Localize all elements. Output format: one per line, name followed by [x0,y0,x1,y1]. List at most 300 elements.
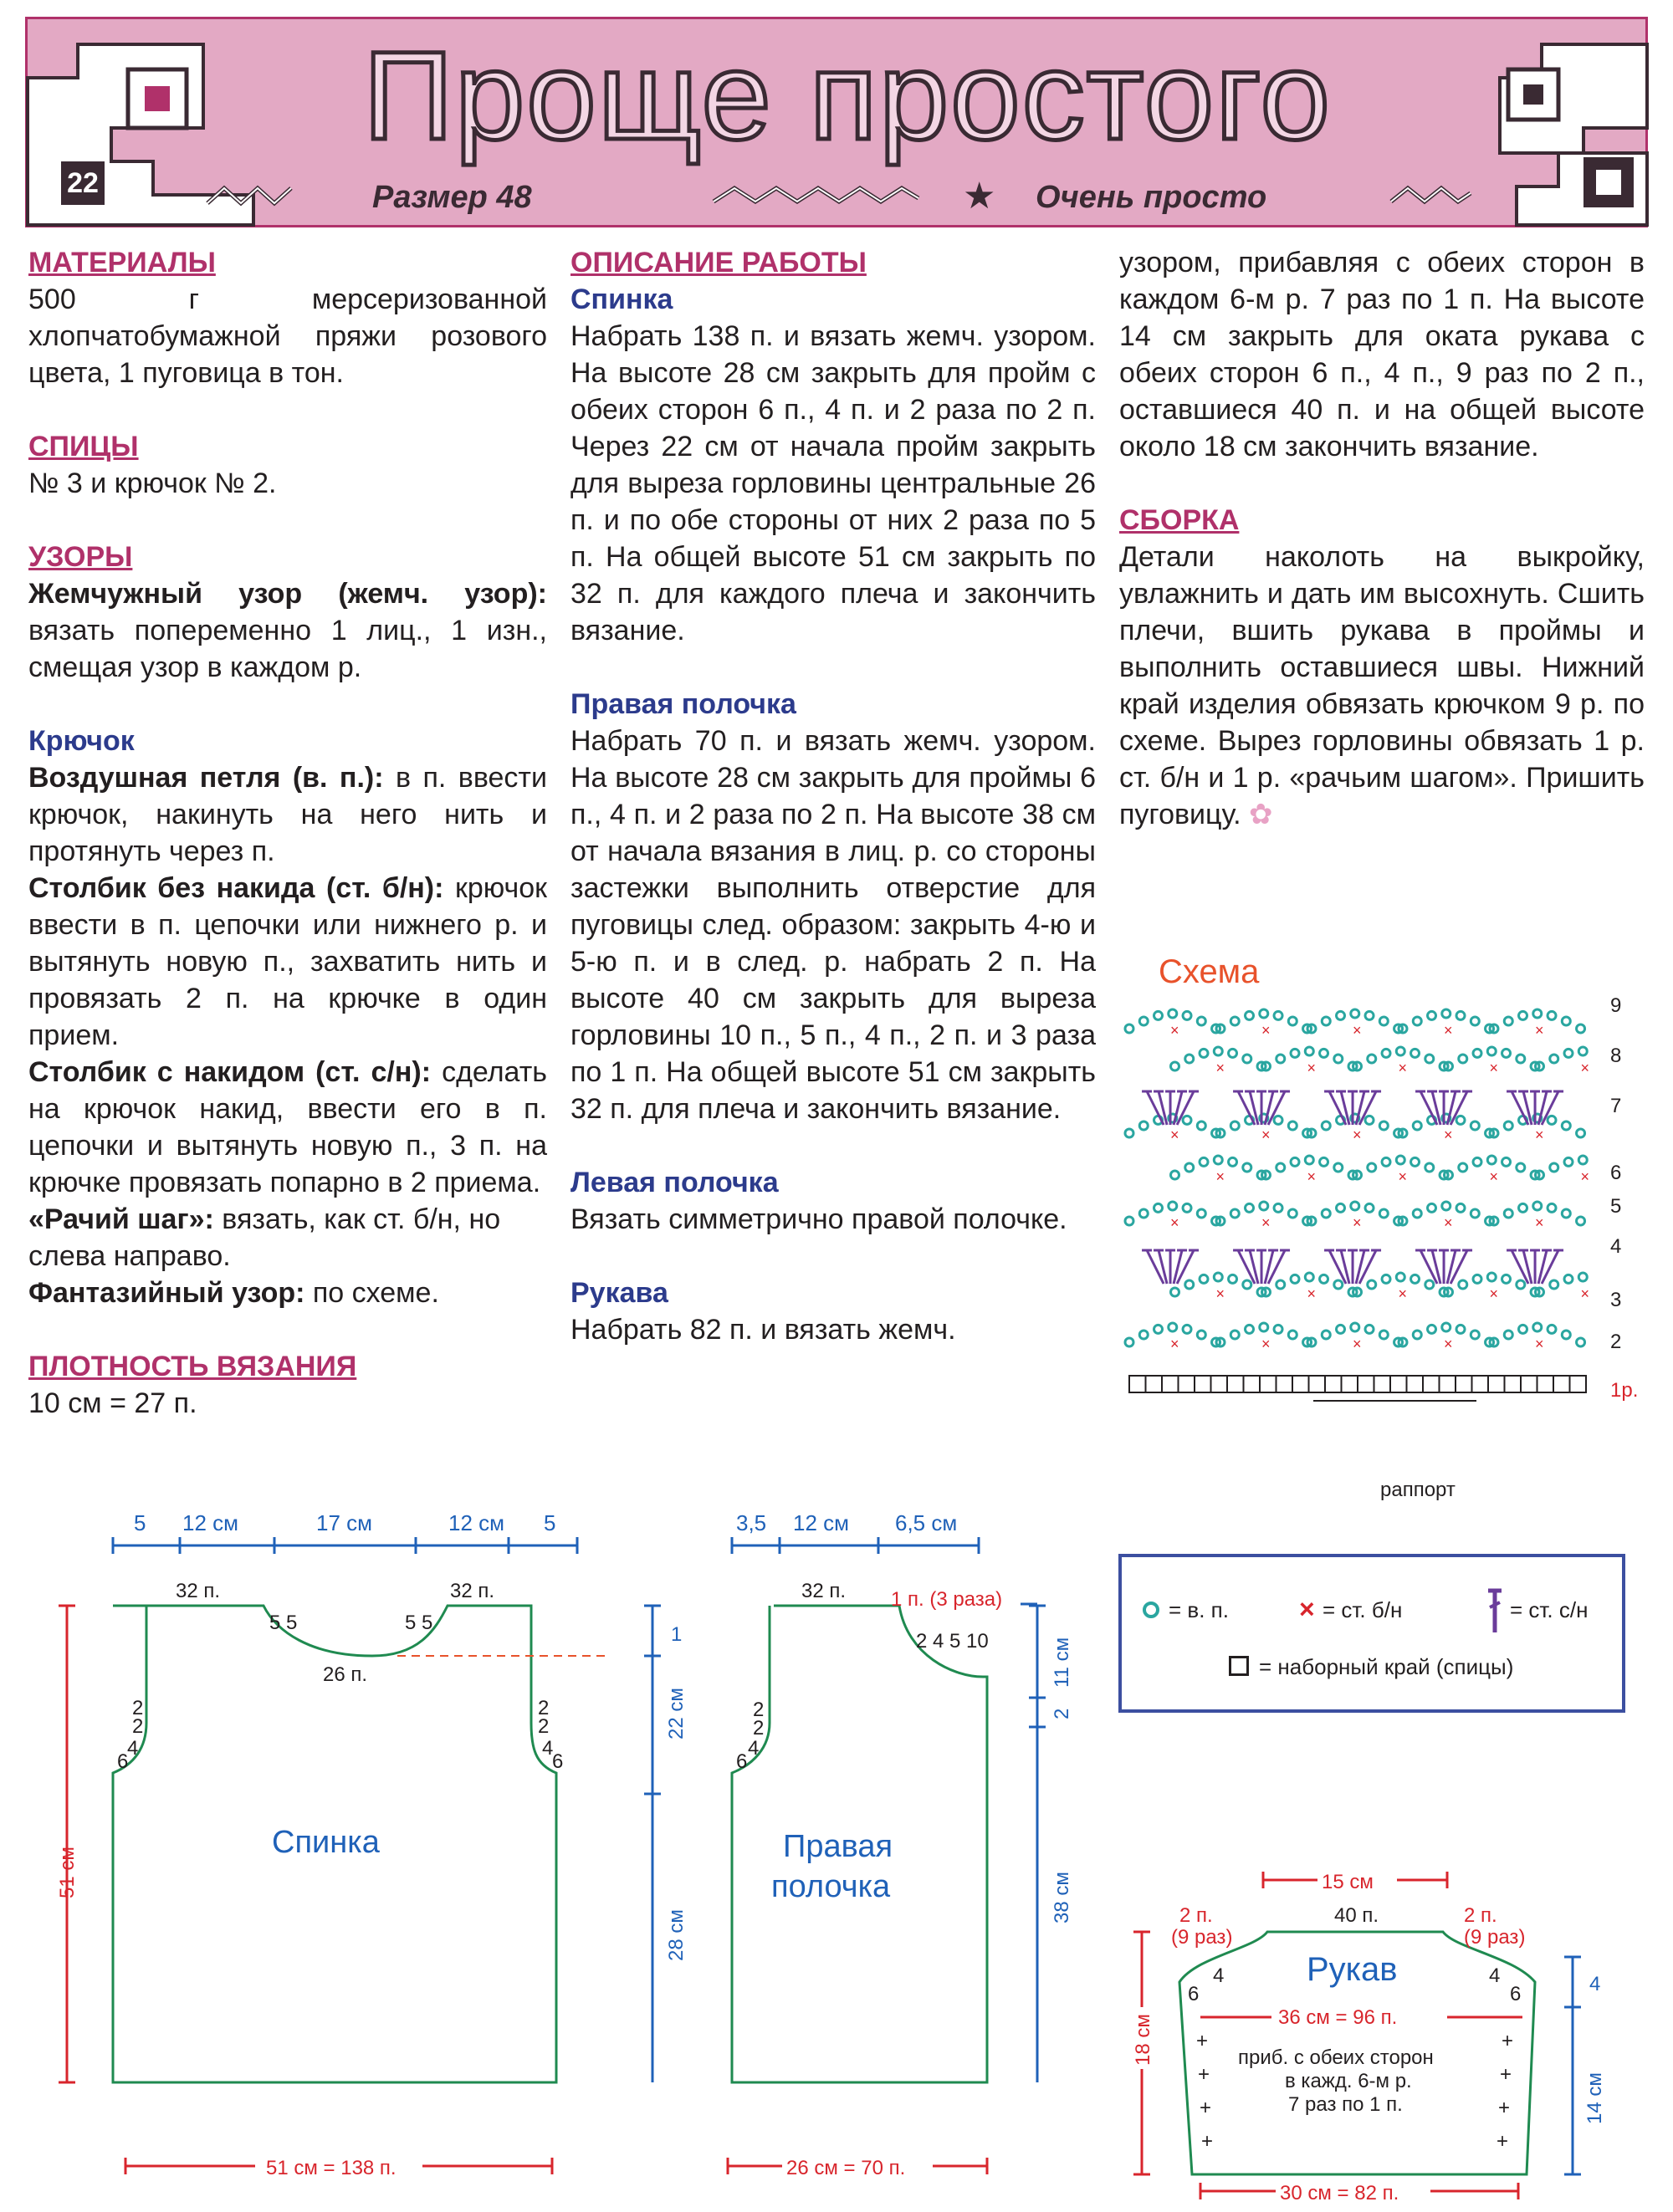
chain-stitch-mark [1200,1157,1208,1166]
sc-stitch-mark: × [1580,1168,1590,1185]
back-arm-r-2: 2 [538,1715,550,1738]
svg-text:+: + [1201,2130,1214,2153]
sleeve-height-18: 18 см [1132,2014,1154,2066]
chain-stitch-mark [1562,1121,1570,1130]
chain-stitch-mark [1456,1011,1465,1019]
header-banner [25,17,1648,227]
sc-stitch-mark: × [1398,1060,1408,1076]
sc-stitch-mark: × [1398,1285,1408,1302]
assembly-text [1119,539,1645,833]
front-piece-label-1: Правая [783,1829,893,1864]
chain-stitch-mark [1471,1331,1479,1339]
right-ornament [1333,19,1647,225]
schema-title: Схема [1159,953,1260,990]
sc-stitch-mark: × [1261,1126,1271,1143]
chart-row-label: 7 [1610,1095,1622,1117]
chain-stitch-mark [1171,1288,1179,1296]
back-neck-count: 26 п. [323,1663,368,1686]
sleeve-times-left: (9 раз) [1171,1926,1233,1949]
sc-stitch-mark: × [1215,1285,1225,1302]
edge-square [1505,1376,1522,1392]
chain-stitch-mark [1504,1017,1512,1025]
svg-text:+: + [1198,2063,1210,2086]
chain-stitch-mark [1276,1280,1285,1289]
back-heading: Спинка [570,284,673,315]
chain-stitch-mark [1413,1209,1421,1218]
sleeve-increase-3: 7 раз по 1 п. [1288,2093,1403,2116]
chain-stitch-mark [1564,1157,1573,1166]
chain-stitch-mark [1502,1157,1511,1166]
needles-text: № 3 и крючок № 2. [28,467,277,499]
sleeve-n6-right: 6 [1510,1983,1522,2005]
chart-row-label: 6 [1610,1162,1622,1184]
chain-stitch-mark [1197,1017,1205,1025]
front-bottom-width: 26 см = 70 п. [786,2157,906,2179]
front-dim-1: 3,5 [736,1510,767,1535]
chain-stitch-mark [1246,1325,1254,1333]
sleeve-n4-left: 4 [1213,1964,1225,1987]
chain-stitch-mark [1229,1049,1237,1057]
svg-text:+: + [1500,2063,1512,2086]
chain-stitch-mark [1334,1163,1343,1172]
fancy-term: Фантазийный узор: [28,1277,305,1309]
sc-stitch-mark: × [1170,1022,1179,1039]
left-front-heading: Левая полочка [570,1167,779,1198]
chart-row-label: 5 [1610,1195,1622,1218]
front-v11: 11 см [1051,1637,1073,1688]
chain-stitch-mark [1288,1209,1297,1218]
chain-stitch-mark [1471,1121,1479,1130]
work-heading: ОПИСАНИЕ РАБОТЫ [570,247,867,278]
sc-stitch-mark: × [1444,1126,1453,1143]
chain-stitch-mark [1442,1323,1450,1331]
chain-stitch-mark [1200,1049,1208,1057]
edge-square [1440,1376,1456,1392]
back-bottom-width: 51 см = 138 п. [266,2157,397,2179]
chain-stitch-mark [1337,1203,1345,1212]
chain-stitch-mark [1125,1217,1133,1225]
chain-stitch-mark [1550,1163,1558,1172]
crochet-chart [1121,994,1656,1476]
chain-symbol-icon [1142,1601,1160,1619]
chain-stitch-mark [1305,1273,1313,1281]
sc-stitch-mark: × [1353,1336,1362,1352]
legend-edge: = наборный край (спицы) [1259,1654,1514,1679]
chain-stitch-mark [1274,1116,1282,1124]
chain-stitch-mark [1442,1202,1450,1210]
chain-stitch-mark [1274,1203,1282,1212]
sc-stitch-mark: × [1489,1060,1499,1076]
back-pattern-diagram [50,1497,688,2212]
chain-stitch-mark [1517,1055,1525,1063]
pearl-pattern [28,575,547,686]
chain-stitch-mark [1154,1011,1163,1019]
chain-stitch-mark [1274,1325,1282,1333]
chain-stitch-mark [1533,1202,1542,1210]
chain-stitch-mark [1473,1049,1481,1057]
gauge-heading: ПЛОТНОСТЬ ВЯЗАНИЯ [28,1351,357,1382]
chain-stitch-mark [1564,1275,1573,1283]
edge-square [1570,1376,1587,1392]
chain-stitch-mark [1456,1203,1465,1212]
sleeve-width: 36 см = 96 п. [1278,2006,1398,2029]
back-dim-2: 12 см [182,1510,239,1535]
chain-stitch-mark [1487,1156,1496,1164]
chain-stitch-mark [1471,1017,1479,1025]
dc-desc: сделать на крючок накид, ввести его в п. цепочки и вытянуть новую п., 3 п. на крючке провязать попарно в 2 приема. [28,1056,547,1198]
chain-stitch-mark [1411,1157,1420,1166]
chain-stitch-mark [1411,1049,1420,1057]
chain-stitch-mark [1322,1121,1330,1130]
chain-stitch-mark [1229,1157,1237,1166]
right-front-pattern-diagram [703,1497,1113,2212]
chain-stitch-mark [1519,1011,1527,1019]
chain-stitch-mark [1473,1157,1481,1166]
back-arm-r-1: 2 [538,1697,550,1719]
chain-stitch-mark [1322,1331,1330,1339]
chain-stitch-mark [1334,1055,1343,1063]
legend-chain: = в. п. [1169,1597,1229,1622]
back-height-total: 51 см [56,1847,79,1898]
chain-desc: в п. ввести крючок, накинуть на него нить и протянуть через п. [28,762,547,867]
chain-stitch-mark [1139,1121,1148,1130]
sleeve-n6-left: 6 [1188,1983,1200,2005]
materials-heading: МАТЕРИАЛЫ [28,247,216,278]
chain-stitch-mark [1351,1009,1359,1018]
chain-stitch-mark [1471,1209,1479,1218]
chain-stitch-mark [1459,1163,1467,1172]
edge-square [1276,1376,1293,1392]
edge-square [1260,1376,1276,1392]
chain-stitch-mark [1517,1280,1525,1289]
sc-stitch-mark: × [1444,1022,1453,1039]
right-front-text: Набрать 70 п. и вязать жемч. узором. На высоте 28 см закрыть для проймы 6 п., 4 п. и 2 раза по 2 п. На высоте 38 см от начала вязания в лиц. р. со стороны застежки выполнить отверстие для пуговицы след. образом: закрыть 4-ю и 5-ю п. и в след. р. набрать 2 п. На высоте 40 см закрыть для выреза горловины 10 п., 5 п., 4 п., 2 п. и 3 раза по 1 п. На общей высоте 51 см закрыть 32 п. для плеча и закончить вязание. [570,725,1096,1125]
chain-stitch-mark [1154,1325,1163,1333]
chain-stitch-mark [1169,1009,1177,1018]
chain-stitch-mark [1396,1273,1404,1281]
chain-stitch-mark [1548,1325,1556,1333]
chain-stitch-mark [1139,1209,1148,1218]
sc-stitch-mark: × [1170,1214,1179,1231]
sc-stitch-mark: × [1307,1285,1317,1302]
chain-stitch-mark [1502,1275,1511,1283]
dc-term: Столбик с накидом (ст. с/н): [28,1056,432,1088]
gauge-text: 10 см = 27 п. [28,1387,197,1419]
chain-stitch-mark [1564,1049,1573,1057]
crab-desc: вязать, как ст. б/н, но слева направо. [28,1203,501,1272]
chain-stitch-mark [1519,1325,1527,1333]
sc-stitch-mark: × [1170,1126,1179,1143]
edge-square [1211,1376,1228,1392]
edge-symbol-icon [1229,1656,1249,1676]
chart-row-label: 2 [1610,1331,1622,1353]
svg-text:+: + [1496,2130,1509,2153]
size-label: Размер 48 [372,180,532,215]
chain-stitch-mark [1396,1047,1404,1055]
chain-stitch-mark [1183,1203,1191,1212]
double-crochet [28,1054,547,1201]
edge-square [1456,1376,1472,1392]
back-neck-steps-left: 5 5 [269,1612,298,1634]
single-crochet [28,870,547,1054]
chain-stitch-mark [1487,1047,1496,1055]
chain-stitch-mark [1260,1009,1268,1018]
sc-stitch-mark: × [1215,1168,1225,1185]
chain-stitch-mark [1169,1323,1177,1331]
chain-stitch-mark [1260,1202,1268,1210]
back-arm-r-4: 6 [552,1750,564,1773]
sleeve-top-stitches: 40 п. [1334,1904,1379,1927]
chain-stitch-mark [1428,1203,1436,1212]
chain-stitch-mark [1411,1275,1420,1283]
chain-stitch-mark [1260,1323,1268,1331]
chain-stitch-mark [1425,1280,1434,1289]
back-v28: 28 см [665,1909,688,1961]
chain-stitch-mark [1379,1121,1388,1130]
crab-stitch [28,1201,547,1275]
edge-square [1390,1376,1407,1392]
difficulty-label: Очень просто [1036,180,1267,215]
sleeve-height-14: 14 см [1583,2072,1606,2124]
patterns-heading: УЗОРЫ [28,541,133,573]
front-neck-steps: 2 4 5 10 [916,1630,989,1653]
edge-square [1342,1376,1358,1392]
chart-row-labels [1610,994,1638,1402]
front-v38: 38 см [1051,1872,1073,1923]
sc-stitch-mark: × [1489,1168,1499,1185]
chain-stitch-mark [1320,1049,1328,1057]
column-work [570,244,1096,1348]
chart-row-label: 8 [1610,1045,1622,1067]
sc-stitch-mark: × [1261,1214,1271,1231]
chain-stitch-mark [1288,1017,1297,1025]
chain-stitch-mark [1243,1055,1251,1063]
chain-stitch-mark [1230,1121,1239,1130]
chain-stitch-mark [1291,1157,1299,1166]
chain-stitch-mark [1578,1047,1587,1055]
chain-stitch-mark [1578,1273,1587,1281]
chain-stitch-mark [1197,1331,1205,1339]
chain-stitch-mark [1334,1280,1343,1289]
back-v1: 1 [671,1623,683,1646]
back-dim-3: 17 см [316,1510,373,1535]
chain-stitch-mark [1548,1116,1556,1124]
page-number: 22 [61,161,105,205]
legend-dc: = ст. с/н [1510,1597,1589,1622]
edge-square [1162,1376,1179,1392]
chain-stitch-mark [1548,1011,1556,1019]
chain-stitch-mark [1504,1331,1512,1339]
sc-stitch-mark: × [1398,1168,1408,1185]
sleeve-bottom-width: 30 см = 82 п. [1280,2182,1399,2204]
chain-stitch-mark [1459,1280,1467,1289]
pearl-term: Жемчужный узор (жемч. узор): [28,578,547,610]
fancy-desc: по схеме. [304,1277,439,1309]
chain-stitch-mark [1337,1325,1345,1333]
sc-stitch-mark: × [1580,1060,1590,1076]
chain-stitch-mark [1428,1011,1436,1019]
svg-text:+: + [1196,2030,1209,2052]
chain-stitch-mark [1365,1116,1374,1124]
right-front-heading: Правая полочка [570,688,796,720]
edge-square [1195,1376,1211,1392]
crab-term: «Рачий шаг»: [28,1203,214,1235]
sc-stitch-mark: × [1535,1022,1544,1039]
chain-stitch-mark [1487,1273,1496,1281]
edge-square [1553,1376,1570,1392]
chain-stitch-mark [1459,1055,1467,1063]
sleeve-n4-right: 4 [1489,1964,1501,1987]
sc-stitch-mark: × [1444,1336,1453,1352]
chain-stitch-mark [1291,1275,1299,1283]
chain-stitch-mark [1456,1325,1465,1333]
zigzag-ornament-1 [203,178,304,212]
chain-stitch-mark [1305,1047,1313,1055]
edge-square [1325,1376,1342,1392]
chain-stitch-mark [1337,1011,1345,1019]
chain-stitch-mark [1154,1203,1163,1212]
chain-stitch-mark [1502,1049,1511,1057]
svg-text:+: + [1200,2097,1212,2119]
assembly-heading: СБОРКА [1119,504,1240,536]
column-assembly [1119,244,1645,833]
back-shoulder-right: 32 п. [450,1580,495,1602]
back-dim-5: 5 [544,1510,556,1535]
chain-stitch-mark [1365,1011,1374,1019]
sleeve-increase-2: в кажд. 6-м р. [1285,2070,1412,2092]
chain-stitch-mark [1214,1156,1222,1164]
chain-term: Воздушная петля (в. п.): [28,762,384,794]
chain-stitch-mark [1320,1275,1328,1283]
edge-square [1309,1376,1326,1392]
chain-stitch-mark [1274,1011,1282,1019]
chain-stitch-mark [1473,1275,1481,1283]
chart-rows [1125,1009,1589,1401]
edge-square [1488,1376,1505,1392]
sleeves-text-continued: узором, прибавляя с обеих сторон в каждом 6-м р. 7 раз по 1 п. На высоте 14 см закрыть для оката рукава с обеих сторон 6 п., 4 п., 9 раз по 2 п., оставшиеся 40 п. и на общей высоте около 18 см закончить вязание. [1119,247,1645,462]
edge-square [1521,1376,1537,1392]
chain-stitch-mark [1577,1217,1585,1225]
chain-stitch-mark [1125,1338,1133,1346]
chain-stitch-mark [1305,1156,1313,1164]
pearl-desc: вязать попеременно 1 лиц., 1 изн., смещая узор в каждом р. [28,615,547,683]
chain-stitch-mark [1183,1325,1191,1333]
chain-stitch-mark [1413,1331,1421,1339]
edge-square [1423,1376,1440,1392]
chain-stitch-mark [1169,1202,1177,1210]
edge-square [1407,1376,1424,1392]
needles-heading: СПИЦЫ [28,431,139,462]
chain-stitch-mark [1365,1203,1374,1212]
star-icon: ★ [963,176,996,217]
chain-stitch-mark [1368,1280,1376,1289]
edge-square [1227,1376,1244,1392]
sc-stitch-mark: × [1307,1060,1317,1076]
chain-stitch-mark [1442,1009,1450,1018]
chain-stitch-mark [1322,1017,1330,1025]
chain-stitch-mark [1200,1275,1208,1283]
chain-stitch-mark [1291,1049,1299,1057]
chain-stitch-mark [1139,1331,1148,1339]
chart-row-label: 9 [1610,994,1622,1017]
sleeve-height-4: 4 [1589,1973,1601,1995]
chain-stitch-mark [1562,1209,1570,1218]
front-piece-label-2: полочка [771,1869,891,1904]
sc-stitch-mark: × [1353,1214,1362,1231]
front-arm-3: 4 [748,1737,760,1760]
chain-stitch-mark [1562,1017,1570,1025]
chain-stitch-mark [1382,1049,1390,1057]
front-neck-note: 1 п. (3 раза) [891,1588,1003,1611]
svg-text:+: + [1498,2097,1511,2119]
chain-stitch-mark [1578,1156,1587,1164]
chain-stitch-mark [1550,1280,1558,1289]
sc-term: Столбик без накида (ст. б/н): [28,872,444,904]
chain-stitch-mark [1197,1209,1205,1218]
sleeve-steps-right: 2 п. [1464,1904,1497,1927]
back-arm-r-3: 4 [542,1737,554,1760]
sc-stitch-mark: × [1535,1336,1544,1352]
front-arm-1: 2 [753,1699,765,1721]
sc-stitch-mark: × [1535,1214,1544,1231]
sc-stitch-mark: × [1261,1336,1271,1352]
back-neck-steps-right: 5 5 [405,1612,433,1634]
chain-stitch-mark [1288,1331,1297,1339]
chart-row-label: 3 [1610,1289,1622,1311]
chain-stitch-mark [1368,1163,1376,1172]
rapport-label: раппорт [1380,1479,1456,1501]
back-text: Набрать 138 п. и вязать жемч. узором. На высоте 28 см закрыть для пройм с обеих сторон 6 п., 4 п. и 2 раза по 2 п. Через 22 см от начала пройм закрыть для выреза горловины центральные 26 п. и по обе стороны от них 2 раза по 5 п. На общей высоте 51 см закрыть по 32 п. для каждого плеча и закончить вязание. [570,320,1096,646]
chain-stitch-mark [1230,1017,1239,1025]
edge-square [1537,1376,1554,1392]
chart-row-label: 4 [1610,1235,1622,1258]
chain-stitch-mark [1229,1275,1237,1283]
edge-square [1129,1376,1146,1392]
sc-stitch-mark: × [1444,1214,1453,1231]
chain-stitch-mark [1185,1163,1194,1172]
column-materials [28,244,547,1422]
front-v2: 2 [1051,1708,1073,1719]
materials-text: 500 г мерсеризованной хлопчатобумажной пряжи розового цвета, 1 пуговица в тон. [28,284,547,389]
sleeve-steps-left: 2 п. [1179,1904,1213,1927]
chain-stitch-mark [1577,1338,1585,1346]
back-arm-l-3: 4 [127,1737,139,1760]
chain-stitch-mark [1214,1273,1222,1281]
back-dim-1: 5 [134,1510,146,1535]
chain-stitch-mark [1504,1209,1512,1218]
chain-stitch-mark [1214,1047,1222,1055]
back-shoulder-left: 32 п. [176,1580,221,1602]
sleeves-text: Набрать 82 п. и вязать жемч. [570,1314,956,1346]
chain-stitch-mark [1379,1209,1388,1218]
chain-stitch-mark [1365,1325,1374,1333]
chain-stitch-mark [1125,1024,1133,1033]
edge-square [1244,1376,1261,1392]
chain-stitch-mark [1197,1121,1205,1130]
chain-stitch-mark [1413,1121,1421,1130]
dc-symbol-icon [1485,1586,1505,1636]
chain-stitch-mark [1425,1163,1434,1172]
front-shoulder: 32 п. [801,1580,847,1602]
chain-stitch-mark [1396,1156,1404,1164]
chain-stitch-mark [1379,1017,1388,1025]
sc-stitch-mark: × [1307,1168,1317,1185]
chain-stitch-mark [1351,1202,1359,1210]
chain-stitch-mark [1125,1129,1133,1137]
sleeves-heading: Рукава [570,1277,668,1309]
chain-stitch-mark [1230,1209,1239,1218]
chain-stitch-mark [1533,1323,1542,1331]
